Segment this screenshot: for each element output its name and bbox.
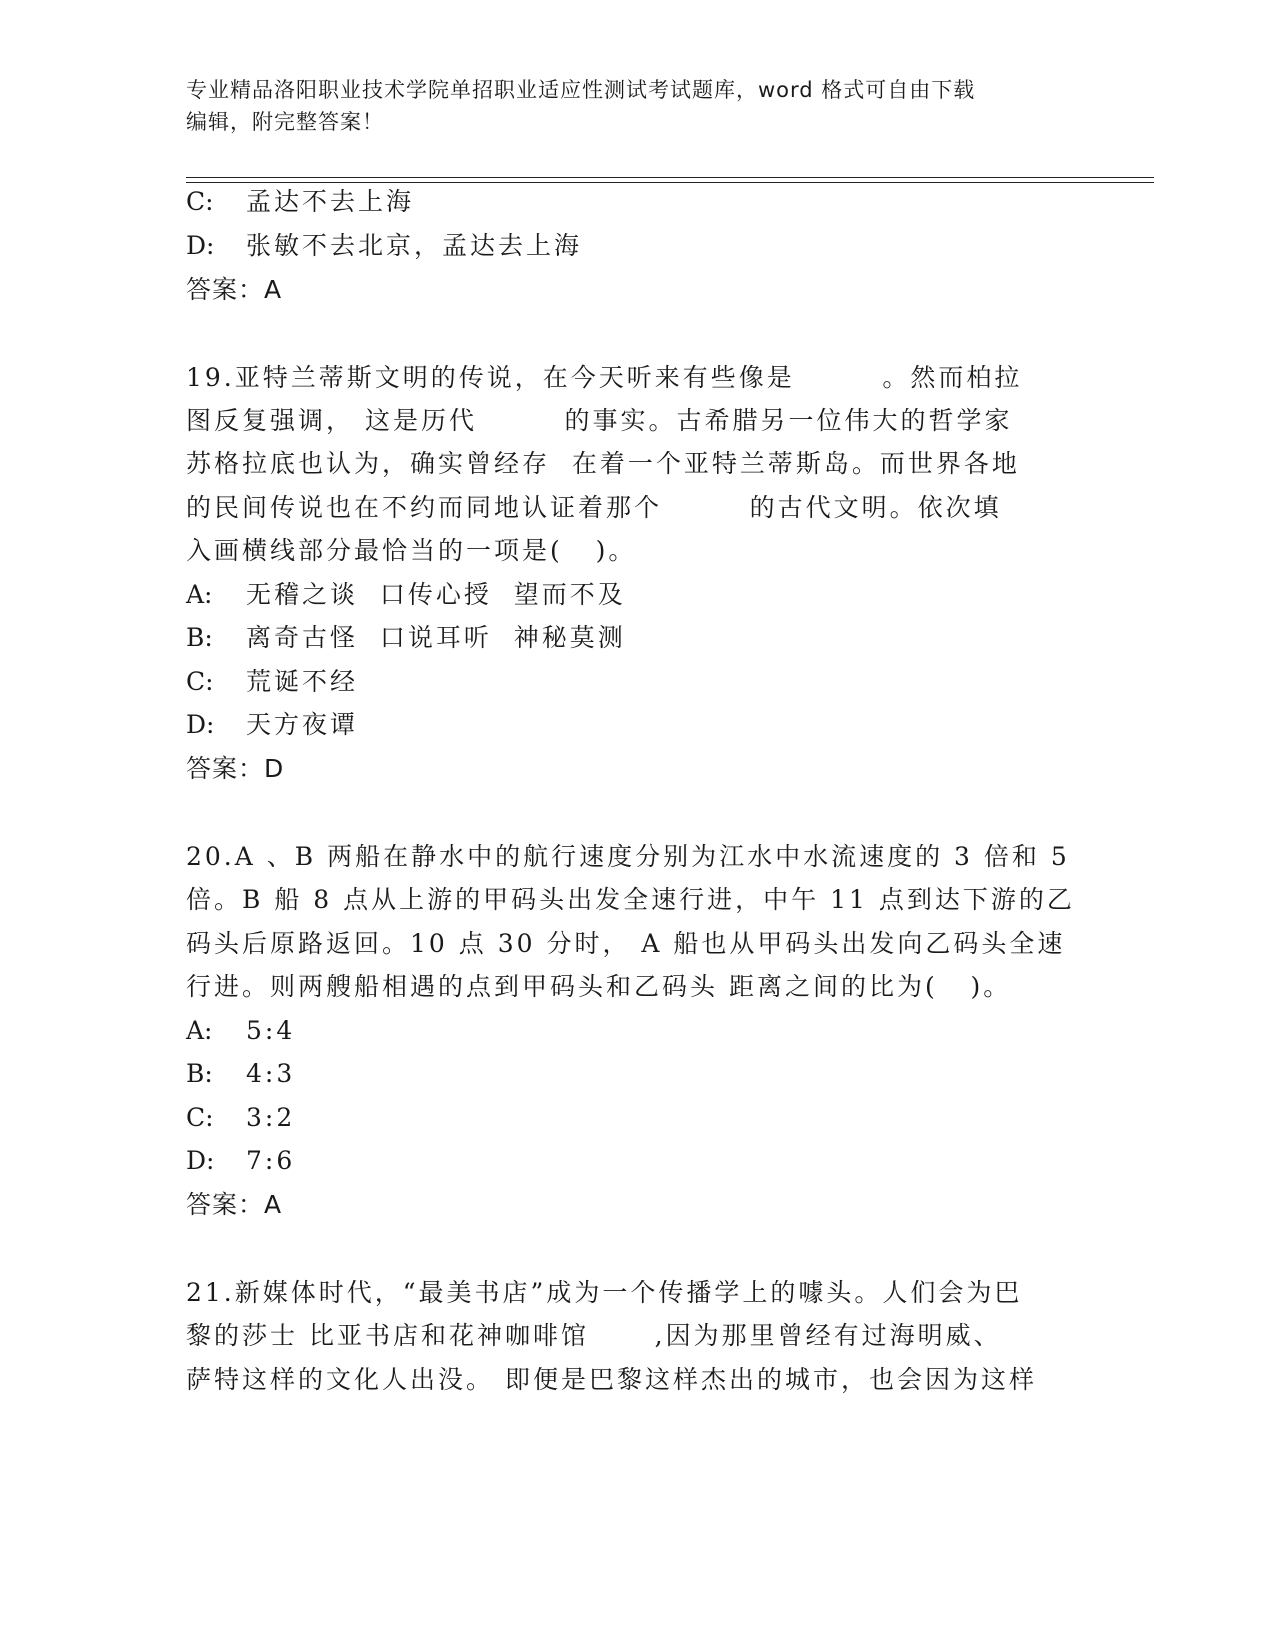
question-20-line-1: 20.A 、B 两船在静水中的航行速度分别为江水中水流速度的 3 倍和 5 bbox=[186, 842, 1070, 871]
option-text: 离奇古怪 口说耳听 神秘莫测 bbox=[246, 623, 626, 652]
header-line-1: 专业精品洛阳职业技术学院单招职业适应性测试考试题库，word 格式可自由下载 bbox=[186, 78, 976, 102]
header-divider-top bbox=[186, 177, 1154, 178]
option-b bbox=[186, 622, 626, 654]
answer-line: 答案：A bbox=[186, 1190, 283, 1219]
question-19-line-3: 苏格拉底也认为，确实曾经存 在着一个亚特兰蒂斯岛。而世界各地 bbox=[186, 449, 1020, 478]
answer-line: 答案：D bbox=[186, 754, 285, 783]
option-key: D: bbox=[186, 1146, 215, 1175]
question-21-line-1: 21.新媒体时代，“最美书店”成为一个传播学上的噱头。人们会为巴 bbox=[186, 1278, 1023, 1307]
question-19-line-4: 的民间传说也在不约而同地认证着那个 的古代文明。依次填 bbox=[186, 493, 1002, 522]
option-key: B: bbox=[186, 623, 213, 652]
option-a bbox=[186, 579, 626, 611]
question-20-line-2: 倍。B 船 8 点从上游的甲码头出发全速行进，中午 11 点到达下游的乙 bbox=[186, 885, 1075, 914]
question-21-line-2: 黎的莎士 比亚书店和花神咖啡馆 ,因为那里曾经有过海明威、 bbox=[186, 1321, 1002, 1350]
question-21-line-3: 萨特这样的文化人出没。 即便是巴黎这样杰出的城市，也会因为这样 bbox=[186, 1365, 1037, 1394]
option-key: C: bbox=[186, 667, 214, 696]
option-c bbox=[186, 1102, 295, 1134]
option-key: A: bbox=[186, 580, 213, 609]
answer-line: 答案：A bbox=[186, 275, 283, 304]
option-text: 5:4 bbox=[246, 1016, 296, 1045]
option-d bbox=[186, 230, 582, 262]
header-line-2: 编辑，附完整答案！ bbox=[186, 110, 384, 134]
option-c bbox=[186, 186, 414, 218]
option-key: A: bbox=[186, 1016, 213, 1045]
option-text: 7:6 bbox=[246, 1146, 296, 1175]
option-text: 无稽之谈 口传心授 望而不及 bbox=[246, 580, 626, 609]
option-key: C: bbox=[186, 187, 214, 216]
option-b bbox=[186, 1058, 295, 1090]
option-d bbox=[186, 709, 358, 741]
option-key: B: bbox=[186, 1059, 213, 1088]
question-19-line-5: 入画横线部分最恰当的一项是( )。 bbox=[186, 536, 637, 565]
option-text: 孟达不去上海 bbox=[246, 187, 415, 216]
option-key: D: bbox=[186, 710, 215, 739]
question-20-line-4: 行进。则两艘船相遇的点到甲码头和乙码头 距离之间的比为( )。 bbox=[186, 972, 1012, 1001]
option-c bbox=[186, 666, 358, 698]
option-d bbox=[186, 1145, 295, 1177]
option-key: C: bbox=[186, 1103, 214, 1132]
option-text: 4:3 bbox=[246, 1059, 296, 1088]
option-text: 天方夜谭 bbox=[246, 710, 359, 739]
page-header bbox=[186, 74, 1086, 138]
question-20-line-3: 码头后原路返回。10 点 30 分时， A 船也从甲码头出发向乙码头全速 bbox=[186, 929, 1066, 958]
option-a bbox=[186, 1015, 295, 1047]
option-text: 张敏不去北京，孟达去上海 bbox=[246, 231, 583, 260]
header-divider-bottom bbox=[186, 182, 1154, 183]
option-key: D: bbox=[186, 231, 215, 260]
option-text: 荒诞不经 bbox=[246, 667, 359, 696]
question-19-line-2: 图反复强调， 这是历代 的事实。古希腊另一位伟大的哲学家 bbox=[186, 406, 1013, 435]
option-text: 3:2 bbox=[246, 1103, 296, 1132]
question-19-line-1: 19.亚特兰蒂斯文明的传说，在今天听来有些像是 。然而柏拉 bbox=[186, 363, 1023, 392]
